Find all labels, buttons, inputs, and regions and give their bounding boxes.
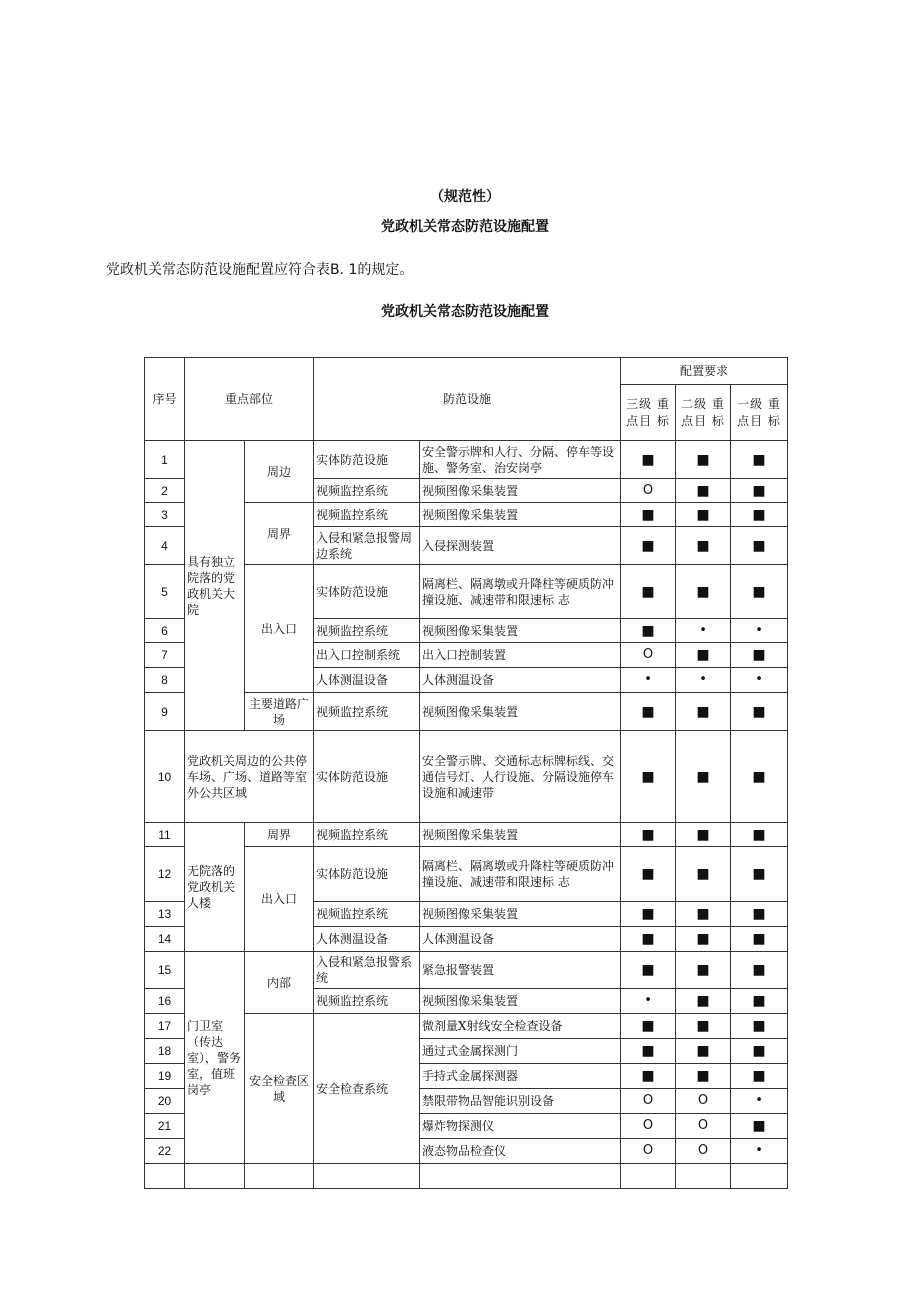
facility-device: 禁限带物品智能识别设备 bbox=[420, 1089, 621, 1114]
req-level3: O bbox=[621, 1139, 676, 1164]
facility-device-text: 安全警示牌、交通标志标牌标线、交通信号灯、人行设施、分隔设施停车设施和减速带 bbox=[422, 753, 615, 800]
facility-device: 视频图像采集装置 bbox=[420, 479, 621, 503]
facility-device: 视频图像采集装置 bbox=[420, 823, 621, 847]
req-level1: ■ bbox=[731, 693, 788, 731]
req-level2: ■ bbox=[676, 823, 731, 847]
row-number: 13 bbox=[145, 902, 185, 927]
appendix-title: 党政机关常态防范设施配置 bbox=[381, 219, 549, 235]
header-location: 重点部位 bbox=[185, 358, 314, 441]
row-number: 17 bbox=[145, 1014, 185, 1039]
req-level1: ■ bbox=[731, 1014, 788, 1039]
row-number: 20 bbox=[145, 1089, 185, 1114]
group-cell: 党政机关周边的公共停车场、广场、道路等室外公共区域 bbox=[185, 731, 314, 823]
req-level2: ■ bbox=[676, 731, 731, 823]
req-level1: ■ bbox=[731, 441, 788, 479]
req-level2: ■ bbox=[676, 1014, 731, 1039]
facility-device bbox=[420, 731, 621, 823]
facility-type: 实体防范设施 bbox=[314, 847, 420, 902]
facility-device: 视频图像采集装置 bbox=[420, 693, 621, 731]
req-level2: O bbox=[676, 1114, 731, 1139]
req-level1: ■ bbox=[731, 565, 788, 619]
req-level3: ■ bbox=[621, 902, 676, 927]
row-number: 10 bbox=[145, 731, 185, 823]
req-level3: • bbox=[621, 989, 676, 1014]
req-level2: ■ bbox=[676, 1064, 731, 1089]
req-level2: ■ bbox=[676, 643, 731, 668]
row-number: 2 bbox=[145, 479, 185, 503]
facility-type: 出入口控制系统 bbox=[314, 643, 420, 668]
facility-device: 安全警示牌和人行、分隔、停车等设施、警务室、治安岗亭 bbox=[420, 441, 621, 479]
sub-cell: 周界 bbox=[245, 823, 314, 847]
row-number: 9 bbox=[145, 693, 185, 731]
req-level2: ■ bbox=[676, 927, 731, 952]
req-level2: ■ bbox=[676, 693, 731, 731]
sub-cell: 安全检查区域 bbox=[245, 1014, 314, 1164]
req-level2: • bbox=[676, 619, 731, 643]
empty-cell bbox=[245, 1164, 314, 1189]
req-level2: ■ bbox=[676, 989, 731, 1014]
req-level3: ■ bbox=[621, 1014, 676, 1039]
sub-cell: 出入口 bbox=[245, 565, 314, 693]
group-cell: 门卫室（传达室），警务室，值班岗亭 bbox=[185, 952, 245, 1164]
group-cell: 无院落的党政机关人楼 bbox=[185, 823, 245, 952]
row-number: 21 bbox=[145, 1114, 185, 1139]
req-level2: ■ bbox=[676, 952, 731, 989]
facility-device: 爆炸物探测仪 bbox=[420, 1114, 621, 1139]
facility-device: 液态物品检查仪 bbox=[420, 1139, 621, 1164]
facility-type: 人体测温设备 bbox=[314, 668, 420, 693]
facility-type: 视频监控系统 bbox=[314, 989, 420, 1014]
req-level1: ■ bbox=[731, 927, 788, 952]
req-level3: ■ bbox=[621, 527, 676, 565]
facility-type: 视频监控系统 bbox=[314, 503, 420, 527]
req-level1: ■ bbox=[731, 1064, 788, 1089]
req-level2: ■ bbox=[676, 902, 731, 927]
table-row bbox=[145, 823, 788, 847]
facility-type: 视频监控系统 bbox=[314, 693, 420, 731]
facility-device: 视频图像采集装置 bbox=[420, 503, 621, 527]
empty-cell bbox=[420, 1164, 621, 1189]
req-level2: ■ bbox=[676, 1039, 731, 1064]
facility-device: 入侵探测装置 bbox=[420, 527, 621, 565]
req-level3: • bbox=[621, 668, 676, 693]
row-number: 4 bbox=[145, 527, 185, 565]
row-number: 15 bbox=[145, 952, 185, 989]
req-level1: ■ bbox=[731, 643, 788, 668]
facility-type: 实体防范设施 bbox=[314, 441, 420, 479]
sub-cell: 周边 bbox=[245, 441, 314, 503]
facility-device: 隔离栏、隔离墩或升降柱等硬质防冲撞设施、减速带和限速标 志 bbox=[420, 565, 621, 619]
row-number: 6 bbox=[145, 619, 185, 643]
group-cell: 具有独立院落的党政机关大院 bbox=[185, 441, 245, 731]
facility-type: 入侵和紧急报警周边系统 bbox=[314, 527, 420, 565]
facility-device: 人体测温设备 bbox=[420, 927, 621, 952]
facility-device: 微剂量X射线安全检查设备 bbox=[420, 1014, 621, 1039]
row-number: 5 bbox=[145, 565, 185, 619]
req-level3: ■ bbox=[621, 565, 676, 619]
req-level1: ■ bbox=[731, 847, 788, 902]
empty-cell bbox=[314, 1164, 420, 1189]
table-row bbox=[145, 952, 788, 989]
empty-cell bbox=[185, 1164, 245, 1189]
req-level1: • bbox=[731, 619, 788, 643]
req-level1: ■ bbox=[731, 503, 788, 527]
facility-type: 安全检查系统 bbox=[314, 1014, 420, 1164]
header-facility: 防范设施 bbox=[314, 358, 621, 441]
sub-cell: 出入口 bbox=[245, 847, 314, 952]
req-level1: ■ bbox=[731, 1114, 788, 1139]
req-level2: O bbox=[676, 1089, 731, 1114]
req-level2: ■ bbox=[676, 847, 731, 902]
table-row bbox=[145, 441, 788, 479]
req-level1: ■ bbox=[731, 952, 788, 989]
req-level3: ■ bbox=[621, 952, 676, 989]
req-level2: ■ bbox=[676, 527, 731, 565]
facility-device: 紧急报警装置 bbox=[420, 952, 621, 989]
header-config: 配置要求 bbox=[621, 358, 788, 385]
req-level3: ■ bbox=[621, 441, 676, 479]
facility-type: 视频监控系统 bbox=[314, 902, 420, 927]
row-number: 22 bbox=[145, 1139, 185, 1164]
sub-cell: 周界 bbox=[245, 503, 314, 565]
facility-type: 实体防范设施 bbox=[314, 565, 420, 619]
appendix-note: （规范性） bbox=[430, 189, 500, 205]
row-number: 8 bbox=[145, 668, 185, 693]
row-number: 7 bbox=[145, 643, 185, 668]
req-level2: • bbox=[676, 668, 731, 693]
req-level2: ■ bbox=[676, 479, 731, 503]
row-number: 11 bbox=[145, 823, 185, 847]
req-level3: ■ bbox=[621, 731, 676, 823]
sub-cell: 主要道路广场 bbox=[245, 693, 314, 731]
req-level3: O bbox=[621, 479, 676, 503]
facility-type: 视频监控系统 bbox=[314, 479, 420, 503]
req-level3: ■ bbox=[621, 1064, 676, 1089]
facility-type: 视频监控系统 bbox=[314, 619, 420, 643]
req-level1: ■ bbox=[731, 731, 788, 823]
req-level1: ■ bbox=[731, 1039, 788, 1064]
facility-type: 人体测温设备 bbox=[314, 927, 420, 952]
req-level2: O bbox=[676, 1139, 731, 1164]
row-number: 3 bbox=[145, 503, 185, 527]
sub-cell: 内部 bbox=[245, 952, 314, 1014]
req-level3: ■ bbox=[621, 823, 676, 847]
facility-device: 人体测温设备 bbox=[420, 668, 621, 693]
req-level1: • bbox=[731, 1089, 788, 1114]
row-number: 12 bbox=[145, 847, 185, 902]
req-level3: ■ bbox=[621, 1039, 676, 1064]
req-level2: ■ bbox=[676, 441, 731, 479]
facility-type: 实体防范设施 bbox=[314, 731, 420, 823]
empty-cell bbox=[621, 1164, 676, 1189]
req-level1: • bbox=[731, 1139, 788, 1164]
empty-cell bbox=[731, 1164, 788, 1189]
facility-type: 视频监控系统 bbox=[314, 823, 420, 847]
table-row bbox=[145, 731, 788, 823]
req-level3: O bbox=[621, 643, 676, 668]
intro-paragraph: 党政机关常态防范设施配置应符合表B. 1的规定。 bbox=[106, 262, 414, 278]
req-level1: ■ bbox=[731, 527, 788, 565]
facility-device: 出入口控制装置 bbox=[420, 643, 621, 668]
header-seq: 序号 bbox=[145, 358, 185, 441]
req-level3: ■ bbox=[621, 693, 676, 731]
facility-device: 隔离栏、隔离墩或升降柱等硬质防冲撞设施、减速带和限速标 志 bbox=[420, 847, 621, 902]
header-level2: 二级 重点目 标 bbox=[676, 385, 731, 441]
req-level3: O bbox=[621, 1114, 676, 1139]
row-number: 19 bbox=[145, 1064, 185, 1089]
facility-device: 视频图像采集装置 bbox=[420, 619, 621, 643]
facility-device: 视频图像采集装置 bbox=[420, 902, 621, 927]
row-number: 16 bbox=[145, 989, 185, 1014]
req-level3: O bbox=[621, 1089, 676, 1114]
row-number: 1 bbox=[145, 441, 185, 479]
facility-device: 通过式金属探测门 bbox=[420, 1039, 621, 1064]
req-level1: ■ bbox=[731, 479, 788, 503]
req-level1: ■ bbox=[731, 989, 788, 1014]
req-level1: • bbox=[731, 668, 788, 693]
req-level1: ■ bbox=[731, 902, 788, 927]
req-level3: ■ bbox=[621, 619, 676, 643]
req-level2: ■ bbox=[676, 503, 731, 527]
row-number: 14 bbox=[145, 927, 185, 952]
empty-cell bbox=[676, 1164, 731, 1189]
facility-device: 手持式金属探测器 bbox=[420, 1064, 621, 1089]
row-number: 18 bbox=[145, 1039, 185, 1064]
empty-row bbox=[145, 1164, 788, 1189]
req-level3: ■ bbox=[621, 927, 676, 952]
req-level3: ■ bbox=[621, 503, 676, 527]
table-title: 党政机关常态防范设施配置 bbox=[381, 304, 549, 320]
req-level2: ■ bbox=[676, 565, 731, 619]
empty-cell bbox=[145, 1164, 185, 1189]
config-table bbox=[144, 357, 788, 1189]
header-row bbox=[145, 358, 788, 385]
req-level3: ■ bbox=[621, 847, 676, 902]
facility-device: 视频图像采集装置 bbox=[420, 989, 621, 1014]
req-level1: ■ bbox=[731, 823, 788, 847]
header-level1: 一级 重点目 标 bbox=[731, 385, 788, 441]
header-level3: 三级 重点目 标 bbox=[621, 385, 676, 441]
facility-type: 入侵和紧急报警系统 bbox=[314, 952, 420, 989]
